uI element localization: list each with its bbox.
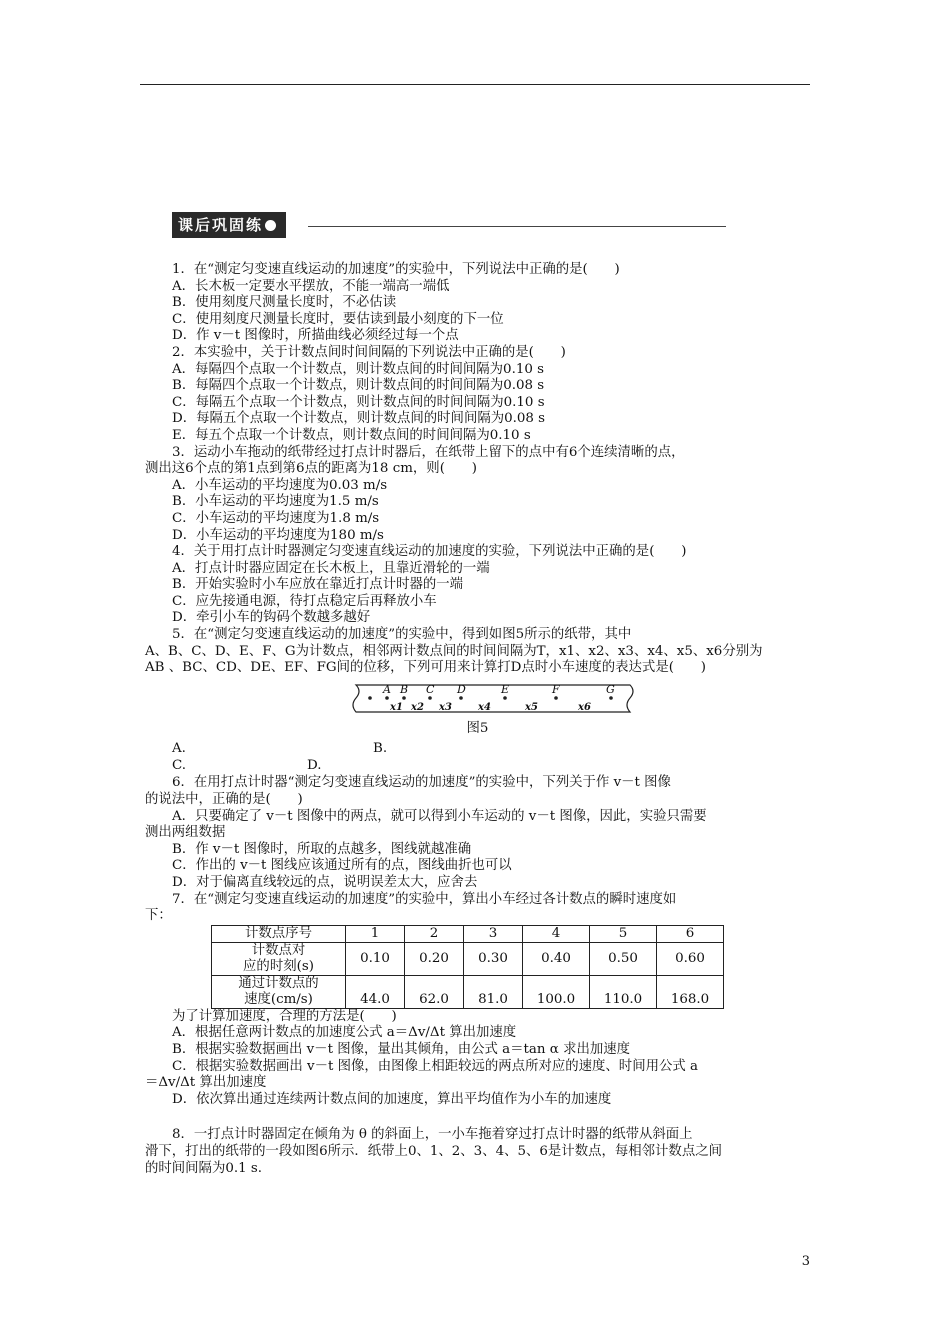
table-cell: 6 <box>657 925 724 942</box>
table-cell: 3 <box>464 925 523 942</box>
q3-option-d: D．小车运动的平均速度为180 m/s <box>172 527 384 543</box>
tape-point-b <box>402 696 406 700</box>
q5-stem-line3: AB 、BC、CD、DE、EF、FG间的位移，下列可用来计算打D点时小车速度的表达式是( ) <box>145 660 706 676</box>
bullet-dot-icon <box>265 220 276 231</box>
q1-option-c: C．使用刻度尺测量长度时，要估读到最小刻度的下一位 <box>172 311 504 327</box>
tape-segment-x1: x1 <box>390 701 403 713</box>
q1-option-d: D．作 v－t 图像时，所描曲线必须经过每一个点 <box>172 328 459 344</box>
table-cell: 62.0 <box>405 975 464 1008</box>
q4-option-d: D．牵引小车的钩码个数越多越好 <box>172 610 371 626</box>
table-time-label-2: 应的时刻(s) <box>212 959 346 976</box>
section-header-rule <box>308 226 726 227</box>
q7-option-c-line1: C．根据实验数据画出 v－t 图像，由图像上相距较远的两点所对应的速度、时间用公式 a <box>172 1058 699 1074</box>
table-cell: 4 <box>523 925 590 942</box>
q6-option-a-line2: 测出两组数据 <box>145 825 226 841</box>
table-cell: 0.10 <box>346 942 405 975</box>
q1-option-b: B．使用刻度尺测量长度时，不必估读 <box>172 295 397 311</box>
table-row <box>212 975 724 992</box>
q7-option-b: B．根据实验数据画出 v－t 图像，量出其倾角，由公式 a＝tan α 求出加速度 <box>172 1041 631 1057</box>
tape-figure-5 <box>145 679 810 719</box>
tape-label-f: F <box>552 682 560 696</box>
table-cell: 168.0 <box>657 975 724 1008</box>
figure-5-caption: 图5 <box>466 720 489 736</box>
q4-option-c: C．应先接通电源，待打点稳定后再释放小车 <box>172 593 437 609</box>
section-title-box <box>172 212 286 238</box>
tape-label-g: G <box>606 682 615 696</box>
table-time-label-1: 计数点对 <box>212 942 346 959</box>
tape-segment-x2: x2 <box>411 701 424 713</box>
table-cell: 0.50 <box>590 942 657 975</box>
q6-stem-line1: 6．在用打点计时器“测定匀变速直线运动的加速度”的实验中，下列关于作 v－t 图像 <box>172 775 671 791</box>
tape-point-e <box>503 696 507 700</box>
section-title: 课后巩固练 <box>178 216 264 234</box>
paper-tape-diagram <box>350 679 640 717</box>
q7-option-a: A．根据任意两计数点的加速度公式 a＝Δv/Δt 算出加速度 <box>172 1025 517 1041</box>
q3-stem-line2: 测出这6个点的第1点到第6点的距离为18 cm，则( ) <box>145 461 477 477</box>
header-rule <box>140 84 810 85</box>
table-cell: 5 <box>590 925 657 942</box>
q6-option-a-line1: A．只要确定了 v－t 图像中的两点，就可以得到小车运动的 v－t 图像，因此，实验只需要 <box>172 808 707 824</box>
tape-point-g <box>609 696 613 700</box>
table-cell: 1 <box>346 925 405 942</box>
q4-option-b: B．开始实验时小车应放在靠近打点计时器的一端 <box>172 577 464 593</box>
page-number: 3 <box>801 1254 810 1269</box>
q5-stem-line1: 5．在“测定匀变速直线运动的加速度”的实验中，得到如图5所示的纸带，其中 <box>172 627 632 643</box>
tape-label-b: B <box>400 682 409 696</box>
q7-option-d: D．依次算出通过连续两计数点间的加速度，算出平均值作为小车的加速度 <box>172 1091 612 1107</box>
table-cell: 110.0 <box>590 975 657 1008</box>
q4-stem: 4．关于用打点计时器测定匀变速直线运动的加速度的实验，下列说法中正确的是( ) <box>172 544 687 560</box>
table-row <box>212 925 724 942</box>
tape-point-a <box>385 696 389 700</box>
q1-option-a: A．长木板一定要水平摆放，不能一端高一端低 <box>172 278 450 294</box>
q5-options <box>145 741 810 775</box>
q5-option-d: D. <box>307 758 322 774</box>
q5-stem-line2: A、B、C、D、E、F、G为计数点，相邻两计数点间的时间间隔为T，x1、x2、x3、x4、x5、x6分别为 <box>145 643 763 659</box>
tape-label-c: C <box>426 682 435 696</box>
q6-stem-line2: 的说法中，正确的是( ) <box>145 792 303 808</box>
q1-stem: 1．在“测定匀变速直线运动的加速度”的实验中，下列说法中正确的是( ) <box>172 262 620 277</box>
table-header-label: 计数点序号 <box>212 925 346 942</box>
q7-stem-line1: 7．在“测定匀变速直线运动的加速度”的实验中，算出小车经过各计数点的瞬时速度如 <box>172 891 677 907</box>
tape-segment-x6: x6 <box>578 701 591 713</box>
table-cell: 81.0 <box>464 975 523 1008</box>
q2-option-d: D．每隔五个点取一个计数点，则计数点间的时间间隔为0.08 s <box>172 411 546 427</box>
exercise-content <box>145 262 810 1177</box>
q7-prompt: 为了计算加速度，合理的方法是( ) <box>172 1008 397 1024</box>
tape-segment-x5: x5 <box>525 701 538 713</box>
q7-option-c-line2: ＝Δv/Δt 算出加速度 <box>145 1075 267 1091</box>
tape-label-a: A <box>383 682 391 696</box>
q5-option-c: C. <box>172 758 187 774</box>
velocity-table <box>211 925 724 1009</box>
q8-line3: 的时间间隔为0.1 s. <box>145 1160 263 1176</box>
table-cell: 0.20 <box>405 942 464 975</box>
q2-option-c: C．每隔五个点取一个计数点，则计数点间的时间间隔为0.10 s <box>172 394 545 410</box>
q2-option-a: A．每隔四个点取一个计数点，则计数点间的时间间隔为0.10 s <box>172 361 544 377</box>
q2-option-e: E．每五个点取一个计数点，则计数点间的时间间隔为0.10 s <box>172 427 531 443</box>
tape-label-d: D <box>457 682 466 696</box>
section-header <box>172 212 557 240</box>
tape-segment-x3: x3 <box>439 701 452 713</box>
q8-line2: 滑下，打出的纸带的一段如图6所示．纸带上0、1、2、3、4、5、6是计数点，每相邻计数点之间 <box>145 1143 722 1159</box>
tape-point-f <box>554 696 558 700</box>
q5-option-a: A. <box>172 741 186 757</box>
table-cell: 0.30 <box>464 942 523 975</box>
table-cell: 0.60 <box>657 942 724 975</box>
table-row <box>212 942 724 959</box>
q3-option-a: A．小车运动的平均速度为0.03 m/s <box>172 477 388 493</box>
table-speed-label-1: 通过计数点的 <box>212 975 346 992</box>
q5-option-b: B. <box>373 741 388 757</box>
tape-points <box>385 696 613 700</box>
tape-label-e: E <box>501 682 510 696</box>
q3-option-b: B．小车运动的平均速度为1.5 m/s <box>172 494 379 510</box>
table-cell: 2 <box>405 925 464 942</box>
table-cell: 100.0 <box>523 975 590 1008</box>
tape-point-d <box>459 696 463 700</box>
q4-option-a: A．打点计时器应固定在长木板上，且靠近滑轮的一端 <box>172 560 490 576</box>
table-cell: 0.40 <box>523 942 590 975</box>
tape-point-c <box>428 696 432 700</box>
q2-option-b: B．每隔四个点取一个计数点，则计数点间的时间间隔为0.08 s <box>172 378 545 394</box>
table-speed-label-2: 速度(cm/s) <box>212 992 346 1009</box>
q6-option-d: D．对于偏离直线较远的点，说明误差太大，应舍去 <box>172 875 478 890</box>
q3-option-c: C．小车运动的平均速度为1.8 m/s <box>172 510 380 526</box>
q7-stem-line2: 下： <box>145 908 172 924</box>
q2-stem: 2．本实验中，关于计数点间时间间隔的下列说法中正确的是( ) <box>172 344 566 360</box>
q6-option-c: C．作出的 v－t 图线应该通过所有的点，图线曲折也可以 <box>172 858 512 874</box>
q8-line1: 8．一打点计时器固定在倾角为 θ 的斜面上，一小车拖着穿过打点计时器的纸带从斜面上 <box>172 1127 693 1143</box>
tape-segment-x4: x4 <box>478 701 491 713</box>
q3-stem-line1: 3．运动小车拖动的纸带经过打点计时器后，在纸带上留下的点中有6个连续清晰的点， <box>172 444 685 460</box>
table-cell: 44.0 <box>346 975 405 1008</box>
q6-option-b: B．作 v－t 图像时，所取的点越多，图线就越准确 <box>172 841 472 857</box>
